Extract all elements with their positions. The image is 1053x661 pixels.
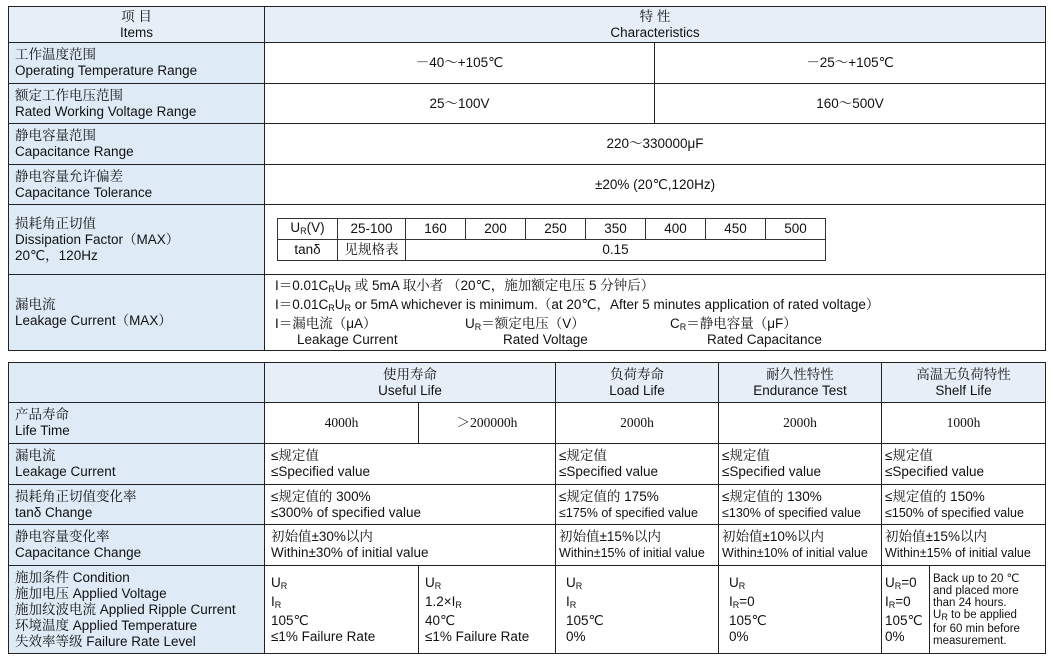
capacitance-tolerance-value: ±20% (20℃,120Hz) — [265, 165, 1046, 205]
life-time-value: ＞200000h — [419, 403, 556, 444]
tan-change-label: 损耗角正切值变化率 tanδ Change — [9, 485, 265, 525]
capacitance-range-label: 静电容量范围 Capacitance Range — [9, 124, 265, 165]
dissipation-factor-label: 损耗角正切值 Dissipation Factor（MAX） 20℃，120Hz — [9, 205, 265, 275]
header-blank — [9, 363, 265, 403]
voltage-cell: 400 — [646, 219, 706, 240]
condition-load: $U_R$ $I_R$ 105℃ 0% — [556, 566, 719, 654]
tan-change-endurance: ≤规定值的 130% ≤130% of specified value — [719, 485, 882, 525]
tan-delta-label: tanδ — [278, 240, 338, 261]
leakage-current-label: 漏电流 Leakage Current（MAX） — [9, 275, 265, 351]
life-test-table — [8, 362, 1046, 654]
leakage-definitions: I＝漏电流（μA） $U_R=$额定电压（V） $C_R=$静电容量（μF） — [275, 315, 797, 332]
operating-temp-label: 工作温度范围 Operating Temperature Range — [9, 43, 265, 84]
capacitance-change-label: 静电容量变化率 Capacitance Change — [9, 525, 265, 566]
characteristics-table — [8, 6, 1046, 351]
load-life-header: 负荷寿命 Load Life — [556, 363, 719, 403]
life-time-label: 产品寿命 Life Time — [9, 403, 265, 444]
operating-temp-low-voltage: －40～+105℃ — [265, 43, 655, 84]
condition-endurance: $U_R$ $I_R=0$ 105℃ 0% — [719, 566, 882, 654]
leakage-useful: ≤规定值 ≤Specified value — [265, 444, 556, 485]
tan-change-useful: ≤规定值的 300% ≤300% of specified value — [265, 485, 556, 525]
tan-change-load: ≤规定值的 175% ≤175% of specified value — [556, 485, 719, 525]
spec-table-ref: 见规格表 — [338, 240, 406, 261]
useful-life-header: 使用寿命 Useful Life — [265, 363, 556, 403]
condition-shelf: $U_R=0$ $I_R=0$ 105℃ 0% — [882, 566, 930, 654]
items-header: 项 目 Items — [9, 7, 265, 43]
leakage-shelf: ≤规定值 ≤Specified value — [882, 444, 1046, 485]
capacitance-tolerance-label: 静电容量允许偏差 Capacitance Tolerance — [9, 165, 265, 205]
voltage-cell: 25-100 — [338, 219, 406, 240]
dissipation-factor-table — [277, 218, 826, 261]
voltage-cell: 350 — [586, 219, 646, 240]
operating-temp-high-voltage: －25～+105℃ — [655, 43, 1046, 84]
life-time-value: 2000h — [719, 403, 882, 444]
capacitance-change-endurance: 初始值±10%以内 Within±10% of initial value — [719, 525, 882, 566]
life-time-value: 1000h — [882, 403, 1046, 444]
capacitance-range-value: 220～330000μF — [265, 124, 1046, 165]
characteristics-header: 特 性 Characteristics — [265, 7, 1046, 43]
shelf-life-note: Back up to 20 ℃ and placed more than 24 hours. $U_R$ to be applied for 60 min before measurement. — [930, 566, 1046, 654]
leakage-formula-cn: $I=0.01C_RU_R$ 或 5mA 取小者 （20℃，施加额定电压 5 分钟后） — [275, 277, 655, 294]
condition-useful-2: $U_R$ $1.2\times I_R$ 40℃ ≤1% Failure Rate — [419, 566, 556, 654]
tan-change-shelf: ≤规定值的 150% ≤150% of specified value — [882, 485, 1046, 525]
life-time-value: 2000h — [556, 403, 719, 444]
ur-label: $U_R(V)$ — [278, 219, 338, 240]
voltage-cell: 250 — [526, 219, 586, 240]
endurance-test-header: 耐久性特性 Endurance Test — [719, 363, 882, 403]
leakage-endurance: ≤规定值 ≤Specified value — [719, 444, 882, 485]
tan-delta-value: 0.15 — [406, 240, 826, 261]
condition-label: 施加条件 Condition 施加电压 Applied Voltage 施加纹波电流 Applied Ripple Current 环境温度 Applied Temperature 失效率等级 Failure Rate Level — [9, 566, 265, 654]
leakage-change-label: 漏电流 Leakage Current — [9, 444, 265, 485]
life-time-value: 4000h — [265, 403, 419, 444]
shelf-life-header: 高温无负荷特性 Shelf Life — [882, 363, 1046, 403]
leakage-formula-en: $I=0.01C_RU_R$ or 5mA whichever is minimum.（at 20℃，After 5 minutes application of rated voltage） — [275, 296, 880, 313]
rated-voltage-low: 25～100V — [265, 84, 655, 124]
voltage-cell: 200 — [466, 219, 526, 240]
condition-useful-1: $U_R$ $I_R$ 105℃ ≤1% Failure Rate — [265, 566, 419, 654]
voltage-cell: 450 — [706, 219, 766, 240]
capacitance-change-useful: 初始值±30%以内 Within±30% of initial value — [265, 525, 556, 566]
capacitance-change-load: 初始值±15%以内 Within±15% of initial value — [556, 525, 719, 566]
voltage-cell: 160 — [406, 219, 466, 240]
voltage-cell: 500 — [766, 219, 826, 240]
leakage-current-formula — [265, 275, 1046, 351]
rated-voltage-label: 额定工作电压范围 Rated Working Voltage Range — [9, 84, 265, 124]
leakage-definitions-en: Leakage Current Rated Voltage Rated Capacitance — [297, 331, 822, 347]
capacitance-change-shelf: 初始值±15%以内 Within±15% of initial value — [882, 525, 1046, 566]
leakage-load: ≤规定值 ≤Specified value — [556, 444, 719, 485]
rated-voltage-high: 160～500V — [655, 84, 1046, 124]
